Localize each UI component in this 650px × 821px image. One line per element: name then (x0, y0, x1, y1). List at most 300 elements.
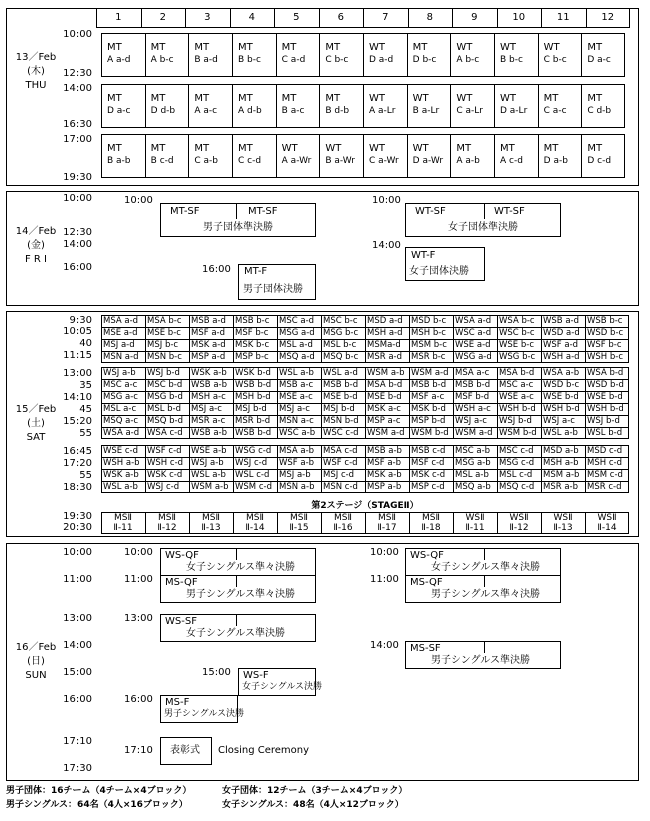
block-divider (319, 84, 320, 128)
match-code: C b-c (543, 55, 567, 65)
time-label: 55 (79, 470, 92, 481)
match-code: A c-d (500, 156, 523, 166)
cell-divider (189, 339, 190, 351)
match-cell: MSJ b-d (323, 404, 355, 414)
match-code: B c-d (150, 156, 174, 166)
match-cell: MSK c-d (411, 470, 446, 480)
cell-divider (365, 351, 366, 363)
cell-divider (365, 481, 366, 493)
cell-divider (189, 367, 190, 379)
event-divider (484, 575, 485, 587)
stage-code: WSⅡ (509, 513, 529, 523)
day-sun-en: SUN (25, 670, 47, 681)
cell-divider (541, 403, 542, 415)
column-divider (541, 8, 542, 28)
block-divider (188, 84, 189, 128)
cell-divider (409, 481, 410, 493)
block-divider (363, 134, 364, 178)
cell-divider (409, 445, 410, 457)
match-cell: MSP a-d (191, 352, 226, 362)
event-time: 16:00 (124, 694, 153, 705)
day-sun-date: 16／Feb (15, 642, 57, 653)
event-code: MT-SF (248, 206, 278, 217)
match-cell: MSJ c-d (323, 470, 355, 480)
match-type: MT (325, 42, 341, 53)
match-cell: MSF c-d (411, 458, 445, 468)
match-cell: WSL a-b (279, 368, 314, 378)
cell-divider (277, 315, 278, 327)
match-cell: WSE a-d (455, 340, 491, 350)
match-cell: MSC b-d (147, 380, 183, 390)
cell-divider (453, 339, 454, 351)
day-fri-en: F R I (24, 254, 47, 265)
match-cell: WSJ c-d (147, 482, 180, 492)
match-code: D a-d (369, 55, 394, 65)
match-code: A b-c (150, 55, 174, 65)
time-label: 14:00 (63, 640, 92, 651)
match-type: WT (369, 143, 385, 154)
match-type: MT (456, 143, 472, 154)
match-type: WT (412, 93, 429, 104)
match-cell: WSB a-b (191, 428, 228, 438)
cell-divider (497, 391, 498, 403)
day-sat-en: SAT (26, 432, 46, 443)
match-type: MT (543, 143, 559, 154)
match-type: WT (281, 143, 298, 154)
column-number: 1 (115, 12, 122, 23)
cell-divider (541, 427, 542, 439)
match-cell: WSF a-b (279, 458, 315, 468)
cell-divider (409, 351, 410, 363)
match-code: C b-c (325, 55, 349, 65)
match-cell: MSG b-d (147, 392, 183, 402)
cell-divider (277, 469, 278, 481)
stage-code: MSⅡ (290, 513, 308, 523)
match-cell: MSN b-d (323, 416, 359, 426)
cell-divider (277, 457, 278, 469)
cell-divider (453, 481, 454, 493)
match-cell: WSJ b-d (147, 368, 180, 378)
cell-divider (145, 415, 146, 427)
match-cell: MSE b-d (367, 392, 402, 402)
event-label: 男子シングルス準々決勝 (431, 589, 540, 600)
match-cell: MSC a-b (455, 446, 491, 456)
cell-divider (233, 427, 234, 439)
match-cell: WSM a-d (367, 428, 405, 438)
cell-divider (321, 315, 322, 327)
cell-divider (365, 427, 366, 439)
match-cell: MSH b-c (411, 328, 446, 338)
cell-divider (365, 457, 366, 469)
match-cell: WSE b-c (499, 340, 535, 350)
cell-divider (189, 445, 190, 457)
match-cell: MSB b-d (411, 380, 447, 390)
match-code: D a-Lr (500, 106, 528, 116)
time-label: 14:00 (63, 239, 92, 250)
event-code: WT-SF (415, 206, 446, 217)
match-code: C a-c (543, 106, 567, 116)
cell-divider (541, 457, 542, 469)
stage-num: Ⅱ-12 (509, 523, 529, 533)
block-divider (363, 33, 364, 77)
column-divider (497, 8, 498, 28)
match-cell: MSA b-d (499, 368, 535, 378)
time-label: 17:20 (63, 458, 92, 469)
match-cell: MSJ b-d (235, 404, 267, 414)
cell-divider (453, 445, 454, 457)
match-type: MT (281, 93, 297, 104)
match-cell: WSK a-b (191, 368, 227, 378)
match-cell: WSH b-d (499, 404, 536, 414)
cell-divider (541, 367, 542, 379)
event-label: 女子シングルス準々決勝 (186, 562, 295, 573)
stage-code: MSⅡ (378, 513, 396, 523)
block-divider (363, 84, 364, 128)
time-label: 13:00 (63, 368, 92, 379)
cell-divider (189, 315, 190, 327)
cell-divider (277, 367, 278, 379)
cell-divider (497, 469, 498, 481)
cell-divider (277, 351, 278, 363)
match-code: C a-d (281, 55, 306, 65)
match-code: B a-Lr (412, 106, 440, 116)
match-code: A b-c (456, 55, 480, 65)
match-cell: WSL a-d (323, 368, 358, 378)
match-cell: WSA a-d (455, 316, 492, 326)
match-type: MT (543, 93, 559, 104)
match-type: MT (150, 143, 166, 154)
match-cell: MSC a-c (103, 380, 138, 390)
match-type: MT (412, 42, 428, 53)
match-cell: MSE a-c (279, 392, 313, 402)
cell-divider (453, 469, 454, 481)
cell-divider (453, 427, 454, 439)
time-label: 16:00 (63, 694, 92, 705)
cell-divider (409, 469, 410, 481)
match-cell: WSA b-c (499, 316, 535, 326)
cell-divider (585, 327, 586, 339)
cell-divider (321, 481, 322, 493)
cell-divider (409, 403, 410, 415)
cell-divider (409, 427, 410, 439)
cell-divider (145, 469, 146, 481)
time-label: 18:30 (63, 482, 92, 493)
match-cell: MSB b-c (235, 316, 270, 326)
cell-divider (541, 351, 542, 363)
cell-divider (145, 403, 146, 415)
column-number: 9 (471, 12, 478, 23)
match-cell: WSB b-d (235, 428, 272, 438)
match-cell: MSK b-d (411, 404, 446, 414)
match-type: MT (238, 93, 253, 104)
match-cell: WSL a-b (191, 470, 226, 480)
match-cell: MSL b-c (323, 340, 357, 350)
cell-divider (233, 351, 234, 363)
block-divider (494, 33, 495, 77)
event-code: WT-F (411, 250, 436, 261)
match-cell: MSG c-d (499, 458, 535, 468)
cell-divider (541, 415, 542, 427)
match-cell: WSE b-d (543, 392, 579, 402)
event-code: MT-F (244, 266, 268, 277)
cell-divider (409, 379, 410, 391)
time-label: 17:30 (63, 763, 92, 774)
cell-divider (497, 327, 498, 339)
block-divider (232, 84, 233, 128)
match-type: MT (107, 93, 122, 104)
day-thu-dow: (木) (27, 66, 45, 77)
column-number: 7 (382, 12, 389, 23)
stage-num: Ⅱ-16 (333, 523, 353, 533)
match-code: D a-Wr (412, 156, 444, 166)
block-divider (407, 134, 408, 178)
match-code: C c-d (238, 156, 262, 166)
event-code: MS-SF (410, 643, 441, 654)
block-divider (494, 84, 495, 128)
stage-num: Ⅱ-14 (245, 523, 265, 533)
block-divider (276, 33, 277, 77)
match-cell: MSA b-c (147, 316, 182, 326)
day-sat-date: 15／Feb (15, 404, 57, 415)
match-cell: MSA a-c (455, 368, 490, 378)
match-cell: MSC b-c (323, 316, 358, 326)
match-type: MT (194, 143, 210, 154)
match-cell: MSM c-d (587, 470, 623, 480)
stage-num: Ⅱ-18 (421, 523, 441, 533)
footer-women-singles: 女子シングルス：48名（4人×12ブロック） (222, 800, 404, 810)
block-divider (407, 84, 408, 128)
cell-divider (497, 339, 498, 351)
cell-divider (189, 457, 190, 469)
time-label: 14:00 (63, 83, 92, 94)
event-label: Closing Ceremony (218, 745, 310, 756)
cell-divider (497, 379, 498, 391)
match-cell: WSL a-b (103, 482, 138, 492)
match-cell: WSC c-d (323, 428, 359, 438)
time-label: 14:10 (63, 392, 92, 403)
cell-divider (497, 315, 498, 327)
cell-divider (453, 379, 454, 391)
cell-divider (409, 315, 410, 327)
match-cell: MSN a-c (279, 416, 314, 426)
cell-divider (497, 445, 498, 457)
match-cell: MSD c-d (587, 446, 623, 456)
match-cell: WSK c-d (147, 470, 183, 480)
match-cell: MSK b-c (235, 340, 270, 350)
match-cell: MSL a-c (103, 404, 137, 414)
match-cell: MSL a-b (455, 470, 489, 480)
cell-divider (321, 403, 322, 415)
match-code: B b-c (500, 55, 523, 65)
match-type: MT (500, 143, 515, 154)
cell-divider (585, 379, 586, 391)
time-label: 10:05 (63, 326, 92, 337)
match-code: C a-b (194, 156, 218, 166)
column-divider (363, 8, 364, 28)
match-cell: WSD b-d (587, 380, 624, 390)
match-code: D a-c (107, 106, 131, 116)
column-divider (452, 8, 453, 28)
match-cell: MSP b-d (411, 416, 446, 426)
cell-divider (365, 445, 366, 457)
cell-divider (585, 315, 586, 327)
match-cell: WSE a-c (499, 392, 534, 402)
cell-divider (585, 403, 586, 415)
cell-divider (145, 339, 146, 351)
cell-divider (453, 327, 454, 339)
block-divider (145, 84, 146, 128)
match-code: B b-c (238, 55, 261, 65)
match-code: C a-Wr (369, 156, 399, 166)
match-cell: MSH a-c (191, 392, 226, 402)
match-cell: MSJ b-c (147, 340, 179, 350)
time-label: 55 (79, 428, 92, 439)
cell-divider (189, 327, 190, 339)
match-cell: MSB c-d (411, 446, 446, 456)
cell-divider (321, 415, 322, 427)
cell-divider (585, 481, 586, 493)
match-cell: MSN a-d (103, 352, 139, 362)
cell-divider (585, 457, 586, 469)
match-cell: WSF b-c (587, 340, 622, 350)
day-fri-dow: (金) (27, 240, 45, 251)
cell-divider (233, 481, 234, 493)
time-label: 13:00 (63, 613, 92, 624)
cell-divider (497, 457, 498, 469)
match-cell: MSP a-c (367, 416, 401, 426)
cell-divider (233, 403, 234, 415)
match-cell: MSF a-c (411, 392, 445, 402)
time-label: 11:15 (63, 350, 92, 361)
event-time: 14:00 (370, 640, 399, 651)
match-cell: WSF c-d (147, 446, 182, 456)
day-fri-date: 14／Feb (15, 226, 57, 237)
event-code: MS-QF (410, 577, 443, 588)
match-cell: WSF a-d (543, 340, 579, 350)
match-cell: MSB a-c (279, 380, 314, 390)
stage-num: Ⅱ-17 (377, 523, 397, 533)
match-cell: WSC a-d (455, 328, 492, 338)
match-type: WT (369, 42, 385, 53)
block-divider (538, 134, 539, 178)
time-label: 45 (79, 404, 92, 415)
time-label: 15:00 (63, 667, 92, 678)
cell-divider (365, 367, 366, 379)
stage-code: MSⅡ (114, 513, 132, 523)
cell-divider (453, 315, 454, 327)
time-label: 10:00 (63, 193, 92, 204)
column-divider (319, 8, 320, 28)
match-cell: MSD a-b (543, 446, 579, 456)
cell-divider (145, 327, 146, 339)
stage-code: WSⅡ (465, 513, 485, 523)
cell-divider (453, 367, 454, 379)
event-time: 16:00 (202, 264, 231, 275)
event-code: MS-QF (165, 577, 198, 588)
cell-divider (585, 415, 586, 427)
match-code: C d-b (587, 106, 612, 116)
match-type: MT (107, 143, 122, 154)
match-cell: WSK b-d (235, 368, 271, 378)
event-divider (484, 203, 485, 219)
match-cell: MSF a-d (191, 328, 225, 338)
cell-divider (277, 391, 278, 403)
cell-divider (409, 415, 410, 427)
cell-divider (321, 427, 322, 439)
footer-men-singles: 男子シングルス：64名（4人×16ブロック） (6, 800, 188, 810)
match-cell: MSJ a-b (279, 470, 311, 480)
match-code: B a-d (194, 55, 218, 65)
match-cell: MSH a-d (367, 328, 403, 338)
day-sun-dow: (日) (27, 656, 45, 667)
match-code: C a-Lr (456, 106, 483, 116)
column-divider (230, 8, 231, 28)
match-code: A a-c (194, 106, 218, 116)
time-label: 20:30 (63, 522, 92, 533)
cell-divider (365, 379, 366, 391)
match-type: WT (456, 93, 473, 104)
event-time: 17:10 (124, 745, 153, 756)
cell-divider (189, 427, 190, 439)
cell-divider (409, 367, 410, 379)
cell-divider (277, 403, 278, 415)
block-divider (319, 33, 320, 77)
column-divider (586, 8, 587, 28)
match-cell: WSL c-d (235, 470, 270, 480)
block-divider (450, 84, 451, 128)
event-time: 11:00 (124, 574, 153, 585)
cell-divider (321, 445, 322, 457)
match-cell: WSF c-d (323, 458, 358, 468)
cell-divider (365, 315, 366, 327)
match-cell: MSQ a-b (455, 482, 491, 492)
event-time: 10:00 (370, 547, 399, 558)
match-cell: MSR b-d (235, 416, 271, 426)
match-type: MT (587, 143, 603, 154)
column-divider (141, 8, 142, 28)
match-type: WT (325, 143, 342, 154)
match-cell: MSF b-d (455, 392, 490, 402)
match-cell: WSH a-d (543, 352, 580, 362)
block-divider (232, 134, 233, 178)
time-label: 17:00 (63, 134, 92, 145)
match-cell: MSR a-c (191, 416, 226, 426)
match-cell: MSL a-d (279, 340, 313, 350)
match-cell: MSJ a-d (103, 340, 135, 350)
match-cell: MSR b-c (411, 352, 446, 362)
match-cell: MSR a-b (543, 482, 579, 492)
cell-divider (277, 481, 278, 493)
block-divider (232, 33, 233, 77)
match-cell: MSR c-d (587, 482, 622, 492)
block-divider (450, 134, 451, 178)
match-cell: MSF a-b (367, 458, 401, 468)
match-cell: MSR a-d (367, 352, 403, 362)
match-cell: MSMa-d (367, 340, 401, 350)
match-cell: MSP a-b (367, 482, 402, 492)
cell-divider (497, 351, 498, 363)
event-divider (236, 614, 237, 626)
match-cell: WSL a-b (543, 428, 578, 438)
match-cell: MSB b-d (323, 380, 359, 390)
stage-code: WSⅡ (553, 513, 573, 523)
cell-divider (321, 351, 322, 363)
cell-divider (233, 379, 234, 391)
block-divider (450, 33, 451, 77)
day-thu-en: THU (25, 80, 47, 91)
stage-num: Ⅱ-11 (465, 523, 485, 533)
match-code: D a-c (587, 55, 611, 65)
